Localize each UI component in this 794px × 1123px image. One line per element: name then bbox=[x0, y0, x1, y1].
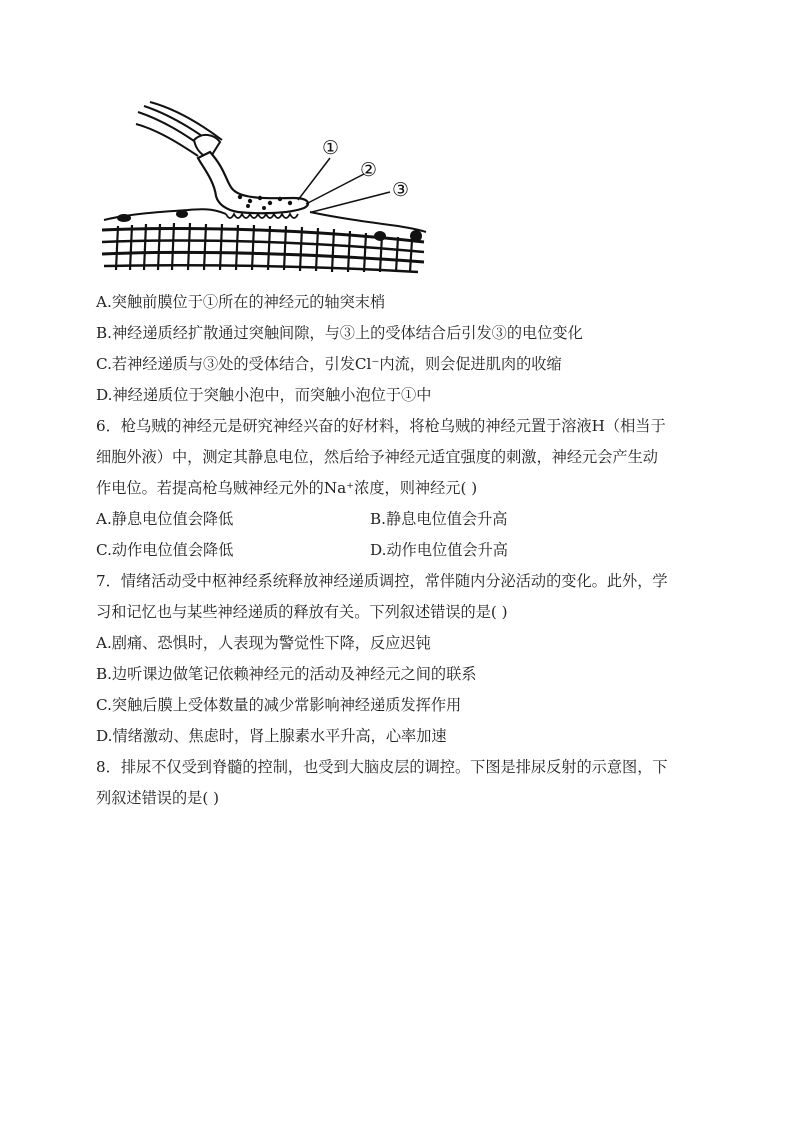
q5-option-d: D.神经递质位于突触小泡中，而突触小泡位于①中 bbox=[96, 386, 432, 404]
q6-option-d: D.动作电位值会升高 bbox=[370, 541, 508, 559]
q7-stem-line-1: 7．情绪活动受中枢神经系统释放神经递质调控，常伴随内分泌活动的变化。此外，学 bbox=[96, 572, 668, 590]
q6-stem-line-1: 6．枪乌贼的神经元是研究神经兴奋的好材料，将枪乌贼的神经元置于溶液H（相当于 bbox=[96, 417, 666, 435]
synapse-figure bbox=[98, 100, 428, 276]
q7-option-c: C.突触后膜上受体数量的减少常影响神经递质发挥作用 bbox=[96, 696, 462, 714]
q6-stem-line-3: 作电位。若提高枪乌贼神经元外的Na⁺浓度，则神经元( ) bbox=[96, 479, 478, 497]
q6-stem-line-2: 细胞外液）中，测定其静息电位，然后给予神经元适宜强度的刺激，神经元会产生动 bbox=[96, 448, 658, 466]
q7-option-a: A.剧痛、恐惧时，人表现为警觉性下降，反应迟钝 bbox=[96, 634, 431, 652]
label-2: ② bbox=[360, 159, 378, 181]
synapse-diagram bbox=[98, 100, 428, 276]
q5-option-b: B.神经递质经扩散通过突触间隙，与③上的受体结合后引发③的电位变化 bbox=[96, 324, 583, 342]
q7-option-d: D.情绪激动、焦虑时，肾上腺素水平升高，心率加速 bbox=[96, 727, 447, 745]
postsynaptic-membrane bbox=[226, 214, 298, 218]
question-content bbox=[96, 287, 706, 814]
q6-options-row-2 bbox=[96, 535, 706, 566]
q6-option-c: C.动作电位值会降低 bbox=[96, 541, 234, 559]
q8-stem-line-1: 8．排尿不仅受到脊髓的控制，也受到大脑皮层的调控。下图是排尿反射的示意图，下 bbox=[96, 758, 668, 776]
q8-stem-line-2: 列叙述错误的是( ) bbox=[96, 789, 219, 807]
q6-option-a: A.静息电位值会降低 bbox=[96, 510, 234, 528]
q5-option-a: A.突触前膜位于①所在的神经元的轴突末梢 bbox=[96, 293, 386, 311]
q6-options-row-1 bbox=[96, 504, 706, 535]
q5-option-c: C.若神经递质与③处的受体结合，引发Cl⁻内流，则会促进肌肉的收缩 bbox=[96, 355, 562, 373]
q7-option-b: B.边听课边做笔记依赖神经元的活动及神经元之间的联系 bbox=[96, 665, 477, 683]
q7-stem-line-2: 习和记忆也与某些神经递质的释放有关。下列叙述错误的是( ) bbox=[96, 603, 508, 621]
q6-option-b: B.静息电位值会升高 bbox=[370, 510, 508, 528]
label-1: ① bbox=[322, 137, 340, 159]
label-3: ③ bbox=[392, 179, 410, 201]
muscle-fiber-striations bbox=[102, 223, 424, 272]
